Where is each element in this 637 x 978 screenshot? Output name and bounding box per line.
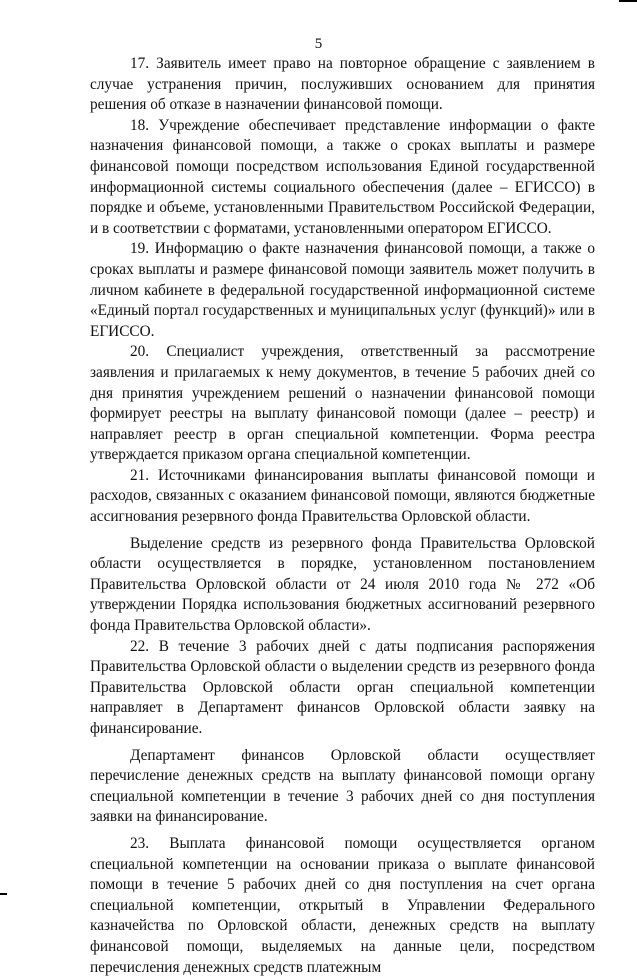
paragraph-22-finance-department: Департамент финансов Орловской области осуществляет перечисление денежных средств на выплату финансовой помощи органу специальной компетенции в течение 3 рабочих дней со дня поступления заявки на финансирование. (90, 746, 595, 826)
document-body (90, 54, 595, 978)
paragraph-17: 17. Заявитель имеет право на повторное обращение с заявлением в случае устранения причин, послуживших основанием для принятия решения об отказе в назначении финансовой помощи. (90, 55, 595, 114)
paragraph-19: 19. Информацию о факте назначения финансовой помощи, а также о сроках выплаты и размере финансовой помощи заявитель может получить в личном кабинете в федеральной государственной информационной системе «Единый портал государственных и муниципальных услуг (функций)» или в ЕГИССО. (90, 240, 595, 340)
scan-edge-mark-top-right (619, 0, 637, 2)
paragraph-23: 23. Выплата финансовой помощи осуществляется органом специальной компетенции на основании приказа о выплате финансовой помощи в течение 5 рабочих дней со дня поступления на счет органа специальной компетенции, открытый в Управлении Федерального казначейства по Орловской области, денежных средств на выплату финансовой помощи, выделяемых на данные цели, посредством перечисления денежных средств платежным (90, 834, 595, 976)
paragraph-18: 18. Учреждение обеспечивает представление информации о факте назначения финансовой помощи, а также о сроках выплаты и размере финансовой помощи посредством использования Единой государственной информационной системы социального обеспечения (далее – ЕГИССО) в порядке и объеме, установленными Правительством Российской Федерации, и в соответствии с форматами, установленными оператором ЕГИССО. (90, 116, 595, 237)
paragraph-21-reserve-fund: Выделение средств из резервного фонда Правительства Орловской области осуществляется в порядке, установленном постановлением Правительства Орловской области от 24 июля 2010 года № 272 «Об утверждении Порядка использования бюджетных ассигнований резервного фонда Правительства Орловской области». (90, 534, 595, 635)
paragraph-21: 21. Источниками финансирования выплаты финансовой помощи и расходов, связанных с оказанием финансовой помощи, являются бюджетные ассигнования резервного фонда Правительства Орловской области. (90, 466, 595, 526)
paragraph-20: 20. Специалист учреждения, ответственный за рассмотрение заявления и прилагаемых к нему документов, в течение 5 рабочих дней со дня принятия учреждением решений о назначении финансовой помощи формирует реестры на выплату финансовой помощи (далее – реестр) и направляет реестр в орган специальной компетенции. Форма реестра утверждается приказом органа специальной компетенции. (90, 343, 595, 464)
scan-edge-mark-bottom-left (0, 893, 7, 895)
page-number: 5 (314, 36, 323, 52)
paragraph-22: 22. В течение 3 рабочих дней с даты подписания распоряжения Правительства Орловской области о выделении средств из резервного фонда Правительства Орловской области орган специальной компетенции направляет в Департамент финансов Орловской области заявку на финансирование. (90, 637, 595, 737)
